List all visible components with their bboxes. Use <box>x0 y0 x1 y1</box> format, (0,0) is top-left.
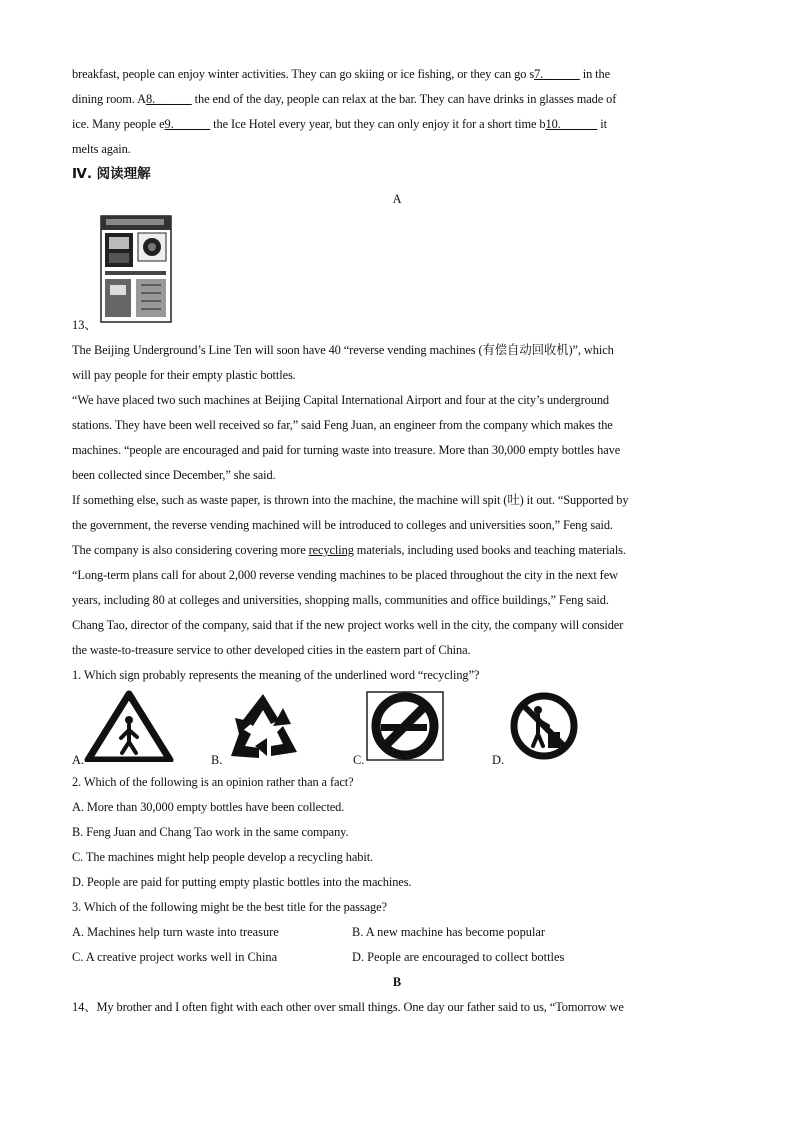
pedestrian-warning-sign-icon <box>84 690 174 762</box>
passage-a-line-7: If something else, such as waste paper, is thrown into the machine, the machine will spit (吐) it out. “Supported by <box>72 493 629 507</box>
no-smoking-sign-icon <box>365 690 445 762</box>
question-3-option-b[interactable]: B. A new machine has become popular <box>352 925 546 939</box>
cloze-line-1: breakfast, people can enjoy winter activities. They can go skiing or ice fishing, or they can go s7.______ in the <box>72 67 611 81</box>
recycle-arrows-icon <box>225 690 301 762</box>
cloze-line-4: melts again. <box>72 142 131 156</box>
passage-a-line-6: been collected since December,” she said. <box>72 468 276 482</box>
blank-9[interactable]: 9.______ <box>164 117 211 131</box>
question-3-options-row-1 <box>72 920 722 945</box>
blank-8[interactable]: 8.______ <box>145 92 192 106</box>
passage-a-line-1: The Beijing Underground’s Line Ten will soon have 40 “reverse vending machines (有偿自动回收机)”, which <box>72 343 614 357</box>
passage-a-line-9: The company is also considering covering more recycling materials, including used books and teaching materials. <box>72 543 626 557</box>
section-heading: Ⅳ. 阅读理解 <box>72 166 151 182</box>
question-3-option-c[interactable]: C. A creative project works well in China <box>72 950 278 964</box>
passage-a-line-11: years, including 80 at colleges and universities, shopping malls, communities and office buildings,” Feng said. <box>72 593 609 607</box>
passage-a-line-10: “Long-term plans call for about 2,000 reverse vending machines to be placed throughout the city in the next few <box>72 568 618 582</box>
reverse-vending-machine-icon <box>100 215 172 323</box>
question-2-option-a[interactable]: A. More than 30,000 empty bottles have been collected. <box>72 800 345 814</box>
passage-a-line-13: the waste-to-treasure service to other developed cities in the eastern part of China. <box>72 643 471 657</box>
passage-a-line-3: “We have placed two such machines at Beijing Capital International Airport and four at the city’s underground <box>72 393 610 407</box>
part-b-label: B <box>392 975 402 989</box>
cloze-line-3: ice. Many people e9.______ the Ice Hotel every year, but they can only enjoy it for a short time b10.______ it <box>72 117 607 131</box>
question-3-options-row-2 <box>72 945 722 970</box>
question-3-option-a[interactable]: A. Machines help turn waste into treasure <box>72 925 279 939</box>
question-2-option-d[interactable]: D. People are paid for putting empty plastic bottles into the machines. <box>72 875 412 889</box>
question-13-label: 13、 <box>72 318 97 332</box>
blank-7[interactable]: 7.______ <box>534 67 580 81</box>
question-2-stem: 2. Which of the following is an opinion rather than a fact? <box>72 775 354 789</box>
passage-a-line-2: will pay people for their empty plastic bottles. <box>72 368 296 382</box>
q13-image-row <box>72 212 722 338</box>
passage-a-line-12: Chang Tao, director of the company, said that if the new project works well in the city, the company will consider <box>72 618 624 632</box>
question-2-option-b[interactable]: B. Feng Juan and Chang Tao work in the same company. <box>72 825 349 839</box>
question-14-start: 14、My brother and I often fight with each other over small things. One day our father said to us, “Tomorrow we <box>72 1000 624 1014</box>
passage-a-line-4: stations. They have been well received so far,” said Feng Juan, an engineer from the company which makes the <box>72 418 613 432</box>
question-2-option-c[interactable]: C. The machines might help people develop a recycling habit. <box>72 850 374 864</box>
no-littering-sign-icon <box>508 690 580 762</box>
question-1-options <box>72 688 722 770</box>
blank-10[interactable]: 10.______ <box>545 117 598 131</box>
question-3-option-d[interactable]: D. People are encouraged to collect bottles <box>352 950 565 964</box>
question-3-stem: 3. Which of the following might be the best title for the passage? <box>72 900 387 914</box>
passage-a-line-5: machines. “people are encouraged and paid for turning waste into treasure. More than 30,000 empty bottles have <box>72 443 621 457</box>
question-1-stem: 1. Which sign probably represents the meaning of the underlined word “recycling”? <box>72 668 480 682</box>
page-content <box>72 62 722 1020</box>
passage-a-line-8: the government, the reverse vending machined will be introduced to colleges and universities soon,” Feng said. <box>72 518 613 532</box>
cloze-line-2: dining room. A8.______ the end of the day, people can relax at the bar. They can have drinks in glasses made of <box>72 92 617 106</box>
underlined-word-recycling: recycling <box>308 543 354 557</box>
option-b-label[interactable]: B. <box>211 753 223 767</box>
part-a-label: A <box>392 192 402 206</box>
option-c-label[interactable]: C. <box>353 753 365 767</box>
option-d-label[interactable]: D. <box>492 753 505 767</box>
option-a-label[interactable]: A. <box>72 753 85 767</box>
